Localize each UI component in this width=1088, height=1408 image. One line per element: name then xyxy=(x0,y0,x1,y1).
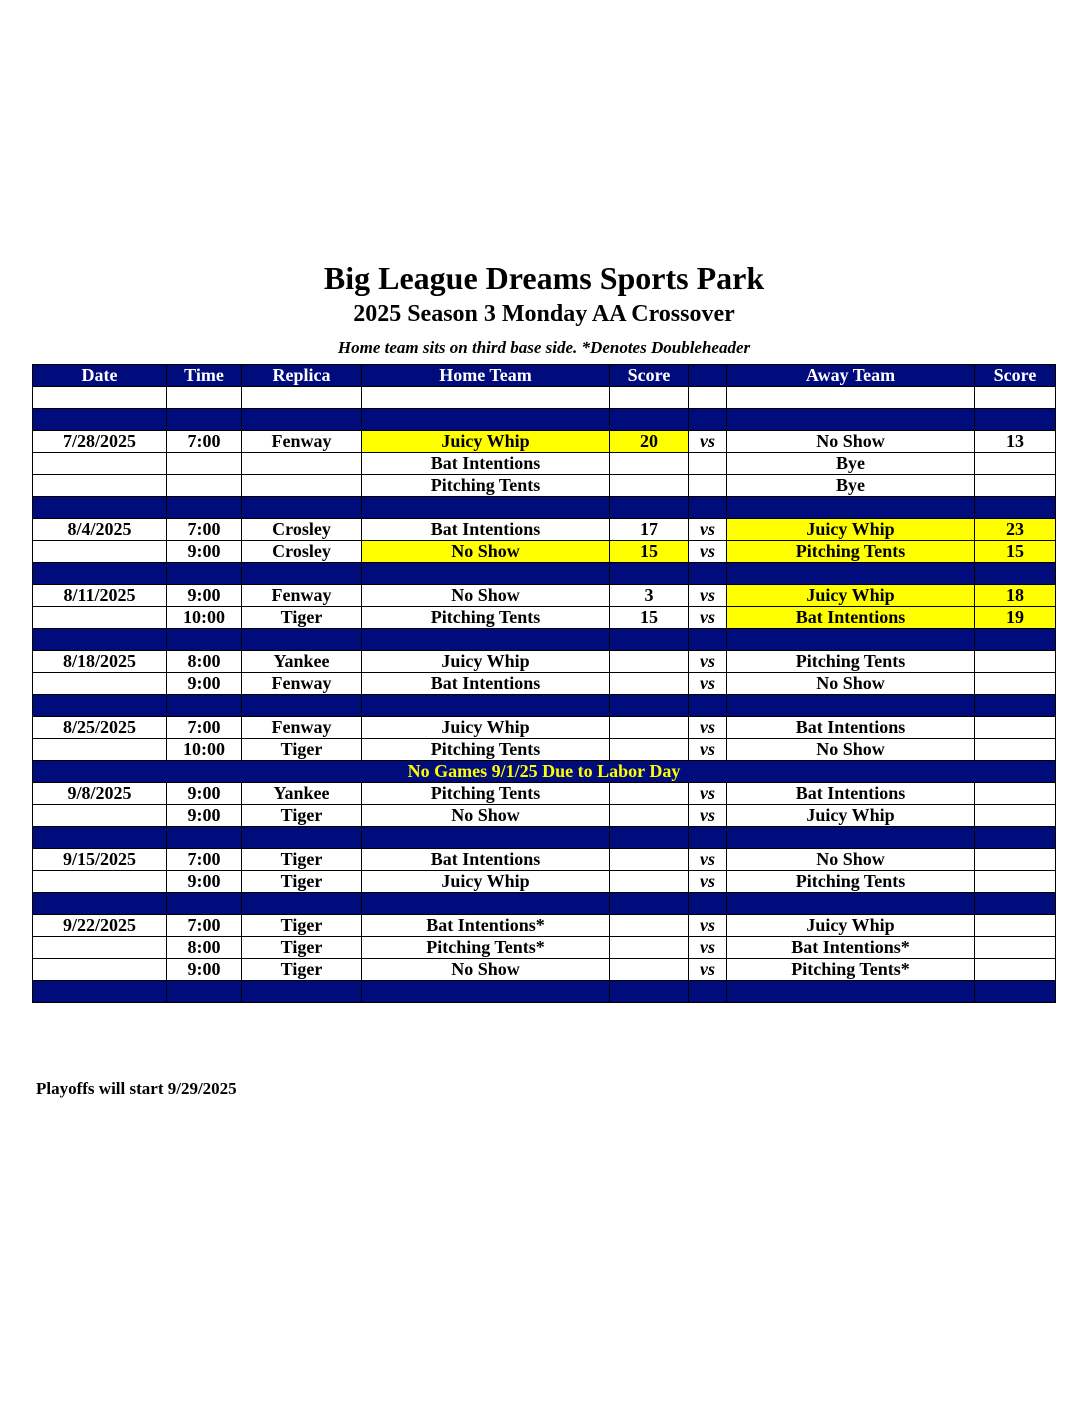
away-team: Bat Intentions xyxy=(727,607,975,629)
vs-label: vs xyxy=(689,805,727,827)
home-score xyxy=(610,739,689,761)
game-time: 7:00 xyxy=(167,431,242,453)
away-team: No Show xyxy=(727,431,975,453)
vs-label: vs xyxy=(689,673,727,695)
vs-label: vs xyxy=(689,915,727,937)
away-score xyxy=(975,849,1056,871)
col-header-home-score: Score xyxy=(610,365,689,387)
game-time: 9:00 xyxy=(167,783,242,805)
away-score xyxy=(975,739,1056,761)
away-score xyxy=(975,871,1056,893)
blank-row xyxy=(33,387,1056,409)
game-row xyxy=(33,959,1056,981)
home-team: Bat Intentions xyxy=(362,519,610,541)
separator-row xyxy=(33,563,1056,585)
vs-label: vs xyxy=(689,937,727,959)
home-team: Bat Intentions* xyxy=(362,915,610,937)
game-replica: Crosley xyxy=(242,519,362,541)
game-date xyxy=(33,673,167,695)
away-team: Bat Intentions xyxy=(727,783,975,805)
game-row xyxy=(33,431,1056,453)
away-team: Pitching Tents* xyxy=(727,959,975,981)
home-score: 15 xyxy=(610,607,689,629)
game-replica: Tiger xyxy=(242,871,362,893)
away-score xyxy=(975,937,1056,959)
game-time: 9:00 xyxy=(167,871,242,893)
away-team: No Show xyxy=(727,673,975,695)
away-team: Pitching Tents xyxy=(727,541,975,563)
away-score xyxy=(975,717,1056,739)
game-replica: Fenway xyxy=(242,673,362,695)
game-date xyxy=(33,453,167,475)
game-replica: Tiger xyxy=(242,805,362,827)
game-row xyxy=(33,475,1056,497)
game-date xyxy=(33,959,167,981)
home-score xyxy=(610,805,689,827)
game-row xyxy=(33,453,1056,475)
col-header-away-score: Score xyxy=(975,365,1056,387)
home-score xyxy=(610,959,689,981)
game-replica: Yankee xyxy=(242,651,362,673)
vs-label: vs xyxy=(689,651,727,673)
header-row xyxy=(33,365,1056,387)
away-team: Pitching Tents xyxy=(727,871,975,893)
vs-label: vs xyxy=(689,585,727,607)
game-row xyxy=(33,651,1056,673)
game-time: 9:00 xyxy=(167,805,242,827)
away-team: Juicy Whip xyxy=(727,805,975,827)
col-header-vs xyxy=(689,365,727,387)
game-time: 8:00 xyxy=(167,651,242,673)
away-score xyxy=(975,673,1056,695)
vs-label: vs xyxy=(689,783,727,805)
vs-label: vs xyxy=(689,519,727,541)
game-replica: Tiger xyxy=(242,849,362,871)
game-date xyxy=(33,541,167,563)
labor-day-notice: No Games 9/1/25 Due to Labor Day xyxy=(33,761,1056,783)
home-team: Bat Intentions xyxy=(362,453,610,475)
home-team: Pitching Tents* xyxy=(362,937,610,959)
home-team: Juicy Whip xyxy=(362,717,610,739)
separator-row xyxy=(33,827,1056,849)
vs-label: vs xyxy=(689,871,727,893)
away-team: Bye xyxy=(727,453,975,475)
home-team: Juicy Whip xyxy=(362,871,610,893)
home-score xyxy=(610,937,689,959)
away-score: 13 xyxy=(975,431,1056,453)
vs-label: vs xyxy=(689,717,727,739)
separator-row xyxy=(33,409,1056,431)
away-team: No Show xyxy=(727,849,975,871)
schedule-table xyxy=(32,364,1056,1003)
game-time xyxy=(167,453,242,475)
game-row xyxy=(33,585,1056,607)
home-score xyxy=(610,849,689,871)
game-replica: Fenway xyxy=(242,717,362,739)
home-score: 17 xyxy=(610,519,689,541)
home-score xyxy=(610,717,689,739)
game-time: 9:00 xyxy=(167,585,242,607)
away-score: 15 xyxy=(975,541,1056,563)
game-date xyxy=(33,607,167,629)
separator-row xyxy=(33,981,1056,1003)
game-row xyxy=(33,915,1056,937)
game-date xyxy=(33,937,167,959)
vs-label: vs xyxy=(689,431,727,453)
game-time xyxy=(167,475,242,497)
col-header-time: Time xyxy=(167,365,242,387)
home-score xyxy=(610,475,689,497)
game-time: 7:00 xyxy=(167,519,242,541)
game-row xyxy=(33,849,1056,871)
game-date: 9/22/2025 xyxy=(33,915,167,937)
home-score xyxy=(610,915,689,937)
home-team: Bat Intentions xyxy=(362,673,610,695)
away-team: Juicy Whip xyxy=(727,585,975,607)
home-team: No Show xyxy=(362,585,610,607)
game-replica: Tiger xyxy=(242,937,362,959)
game-row xyxy=(33,717,1056,739)
col-header-away-team: Away Team xyxy=(727,365,975,387)
labor-day-notice-row xyxy=(33,761,1056,783)
vs-label xyxy=(689,475,727,497)
vs-label: vs xyxy=(689,739,727,761)
game-replica: Tiger xyxy=(242,739,362,761)
game-date: 8/11/2025 xyxy=(33,585,167,607)
separator-row xyxy=(33,629,1056,651)
game-row xyxy=(33,739,1056,761)
vs-label xyxy=(689,453,727,475)
game-row xyxy=(33,937,1056,959)
vs-label: vs xyxy=(689,541,727,563)
away-score xyxy=(975,915,1056,937)
home-score xyxy=(610,673,689,695)
home-team: Pitching Tents xyxy=(362,739,610,761)
page-title: Big League Dreams Sports Park xyxy=(323,260,765,296)
home-team: No Show xyxy=(362,805,610,827)
game-replica: Tiger xyxy=(242,915,362,937)
away-team: Pitching Tents xyxy=(727,651,975,673)
game-replica xyxy=(242,453,362,475)
home-team: Pitching Tents xyxy=(362,783,610,805)
home-team: Pitching Tents xyxy=(362,475,610,497)
away-score: 18 xyxy=(975,585,1056,607)
separator-row xyxy=(33,695,1056,717)
page-subtitle: 2025 Season 3 Monday AA Crossover xyxy=(353,301,735,327)
game-date xyxy=(33,805,167,827)
away-score xyxy=(975,959,1056,981)
game-date xyxy=(33,739,167,761)
schedule-note: Home team sits on third base side. *Denotes Doubleheader xyxy=(337,338,751,357)
vs-label: vs xyxy=(689,959,727,981)
away-score xyxy=(975,453,1056,475)
game-row xyxy=(33,805,1056,827)
away-score xyxy=(975,805,1056,827)
game-row xyxy=(33,871,1056,893)
game-replica: Crosley xyxy=(242,541,362,563)
separator-row xyxy=(33,497,1056,519)
game-replica: Yankee xyxy=(242,783,362,805)
away-score: 19 xyxy=(975,607,1056,629)
home-team: No Show xyxy=(362,541,610,563)
vs-label: vs xyxy=(689,607,727,629)
home-team: Pitching Tents xyxy=(362,607,610,629)
game-date: 9/15/2025 xyxy=(33,849,167,871)
game-row xyxy=(33,607,1056,629)
away-team: Bat Intentions* xyxy=(727,937,975,959)
game-time: 9:00 xyxy=(167,541,242,563)
game-date: 8/25/2025 xyxy=(33,717,167,739)
home-team: No Show xyxy=(362,959,610,981)
game-row xyxy=(33,519,1056,541)
game-date xyxy=(33,871,167,893)
playoffs-note: Playoffs will start 9/29/2025 xyxy=(36,1079,237,1098)
game-row xyxy=(33,783,1056,805)
home-score xyxy=(610,651,689,673)
home-team: Juicy Whip xyxy=(362,431,610,453)
col-header-replica: Replica xyxy=(242,365,362,387)
home-team: Juicy Whip xyxy=(362,651,610,673)
game-time: 9:00 xyxy=(167,959,242,981)
home-score xyxy=(610,783,689,805)
game-time: 7:00 xyxy=(167,915,242,937)
col-header-date: Date xyxy=(33,365,167,387)
game-time: 10:00 xyxy=(167,607,242,629)
game-row xyxy=(33,541,1056,563)
col-header-home-team: Home Team xyxy=(362,365,610,387)
game-time: 7:00 xyxy=(167,849,242,871)
vs-label: vs xyxy=(689,849,727,871)
home-score: 20 xyxy=(610,431,689,453)
away-score xyxy=(975,651,1056,673)
home-score: 3 xyxy=(610,585,689,607)
game-date: 8/18/2025 xyxy=(33,651,167,673)
game-replica: Tiger xyxy=(242,607,362,629)
game-time: 9:00 xyxy=(167,673,242,695)
home-score: 15 xyxy=(610,541,689,563)
away-team: Juicy Whip xyxy=(727,519,975,541)
separator-row xyxy=(33,893,1056,915)
away-team: Bat Intentions xyxy=(727,717,975,739)
game-replica xyxy=(242,475,362,497)
home-score xyxy=(610,453,689,475)
home-score xyxy=(610,871,689,893)
game-date: 8/4/2025 xyxy=(33,519,167,541)
game-row xyxy=(33,673,1056,695)
game-time: 7:00 xyxy=(167,717,242,739)
game-replica: Fenway xyxy=(242,431,362,453)
game-date: 9/8/2025 xyxy=(33,783,167,805)
game-time: 8:00 xyxy=(167,937,242,959)
away-score xyxy=(975,783,1056,805)
away-team: Juicy Whip xyxy=(727,915,975,937)
home-team: Bat Intentions xyxy=(362,849,610,871)
game-time: 10:00 xyxy=(167,739,242,761)
away-team: Bye xyxy=(727,475,975,497)
away-score xyxy=(975,475,1056,497)
away-score: 23 xyxy=(975,519,1056,541)
game-date xyxy=(33,475,167,497)
game-date: 7/28/2025 xyxy=(33,431,167,453)
away-team: No Show xyxy=(727,739,975,761)
game-replica: Fenway xyxy=(242,585,362,607)
game-replica: Tiger xyxy=(242,959,362,981)
